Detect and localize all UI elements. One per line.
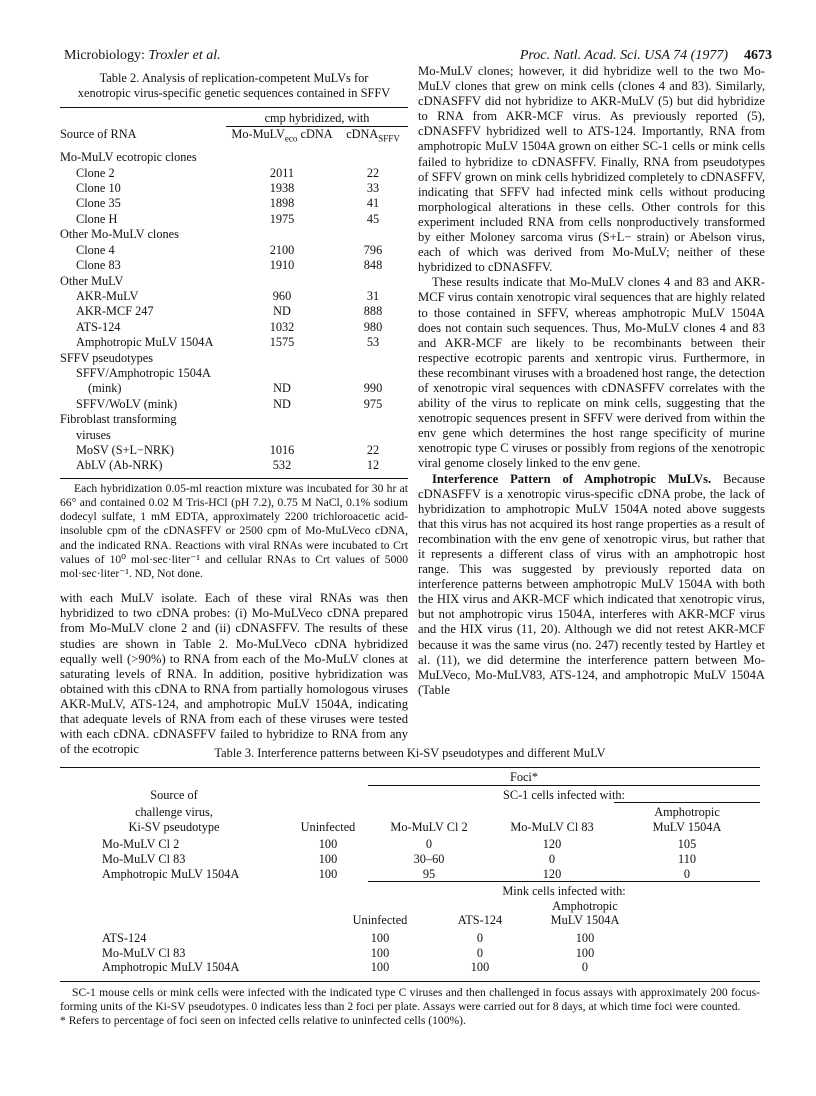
row-label: Mo-MuLV Cl 2 xyxy=(102,837,180,852)
table2-footnote: Each hybridization 0.05-ml reaction mixture was incubated for 30 hr at 66° and contained 0.02 M Tris-HCl (pH 7.2), 0.75 M NaCl, 0.1% sodium dodecyl sulfate, 1 mM EDTA, approximately 2200 trichloroacetic acid-insoluble cpm of the cDNASFFV or 2500 cpm of Mo-MuLVeco cDNA, and the indicated RNA. Reactions with viral RNAs were incubated to Crt values of 10⁰ mol·sec·liter⁻¹ and cellular RNAs to Crt values of 5000 mol·sec·liter⁻¹. ND, Not done. xyxy=(60,478,408,581)
cell-value: 100 xyxy=(318,851,338,866)
table-row xyxy=(60,289,408,304)
table-row xyxy=(60,274,408,289)
table-row xyxy=(60,946,760,961)
mo-value: 1575 xyxy=(269,335,295,350)
sffv-value: 796 xyxy=(363,242,383,257)
mo-value: 2100 xyxy=(269,242,295,257)
table-row xyxy=(60,458,408,473)
table-row xyxy=(60,412,408,427)
row-label: (mink) xyxy=(88,381,122,396)
cell-value: 100 xyxy=(370,930,390,945)
right-para-1: Mo-MuLV clones; however, it did hybridize well to the two Mo-MuLV clones that grew on mink cells (clones 4 and 83). Similarly, cDNASFFV did not hybridize to AKR-MuLV (5) but did hybridize to RNA from AKR-MCF virus. As previously reported (5), cDNASFFV hybridized well to ATS-124. Importantly, RNA from amphotropic MuLV 1504A grown on either SC-1 cells or mink cells failed to hybridize to cDNASFFV. Finally, RNA from pseudotypes of SFFV grown on mink cells hybridized completely to cDNASFFV, indicating that SFFV had infected mink cells without producing morphological alterations in these cells. Other controls for this experiment included RNA from cells nonproductively transformed by either Moloney sarcoma virus (S+L− strain) or Abelson virus, each of which was derived from Mo-MuLV; neither of these hybridized to cDNASFFV. xyxy=(418,64,765,275)
sffv-value: 41 xyxy=(366,196,380,211)
cell-value: 100 xyxy=(470,960,490,975)
mo-value xyxy=(226,274,338,289)
journal-section: Microbiology: xyxy=(64,48,145,63)
cell-value: 120 xyxy=(542,866,562,881)
mo-value: 1910 xyxy=(269,258,295,273)
mo-value xyxy=(226,227,338,242)
table-row xyxy=(60,837,760,852)
row-label: Mo-MuLV Cl 83 xyxy=(102,945,186,960)
sffv-value: 53 xyxy=(366,335,380,350)
journal-citation: Proc. Natl. Acad. Sci. USA 74 (1977) xyxy=(519,48,728,63)
table-row xyxy=(60,320,408,335)
author-names: Troxler et al. xyxy=(148,48,221,63)
cell-value: 95 xyxy=(422,866,436,881)
mo-value: 1016 xyxy=(269,442,295,457)
row-label: Amphotropic MuLV 1504A xyxy=(76,335,214,350)
cell-value: 100 xyxy=(370,945,390,960)
mo-value xyxy=(226,412,338,427)
table3-footnote: SC-1 mouse cells or mink cells were infected with the indicated type C viruses and then challenged in focus assays with approximately 200 focus-forming units of the Ki-SV pseudotypes. 0 indicates less than 2 foci per plate. Assays were carried out for 8 days, at which time foci were counted. * Refers to percentage of foci seen on infected cells relative to uninfected cells (100%). xyxy=(60,981,760,1029)
row-label: Mo-MuLV ecotropic clones xyxy=(60,150,197,165)
mo-value: 1938 xyxy=(269,181,295,196)
row-label: SFFV pseudotypes xyxy=(60,350,154,365)
table2 xyxy=(60,107,408,474)
table-row xyxy=(60,304,408,319)
table-row xyxy=(60,166,408,181)
sffv-value: 888 xyxy=(363,304,383,319)
cell-value: 100 xyxy=(318,837,338,852)
sffv-value: 31 xyxy=(366,288,380,303)
cell-value: 0 xyxy=(683,866,691,881)
left-column xyxy=(60,71,408,757)
table3-caption: Table 3. Interference patterns between Ki-SV pseudotypes and different MuLV xyxy=(214,746,606,760)
table-row xyxy=(60,366,408,381)
table3-sc1-body xyxy=(60,837,760,881)
row-label: Clone H xyxy=(76,211,118,226)
row-label: Clone 10 xyxy=(76,181,121,196)
foci-label: Foci* xyxy=(288,768,760,786)
row-label: Fibroblast transforming xyxy=(60,412,177,427)
table2-col-sffv: cDNA$_{SFFV}$ xyxy=(338,127,408,150)
table-row xyxy=(60,443,408,458)
table-row xyxy=(60,227,408,242)
sffv-value xyxy=(338,274,408,289)
cell-value: 100 xyxy=(575,945,595,960)
row-label: viruses xyxy=(76,427,111,442)
table2-caption: Table 2. Analysis of replication-competent MuLVs for xenotropic virus-specific genetic sequences contained in SFFV xyxy=(77,71,391,100)
table-row xyxy=(60,181,408,196)
row-label: Other MuLV xyxy=(60,273,124,288)
row-label: Clone 4 xyxy=(76,242,115,257)
sffv-value xyxy=(338,227,408,242)
row-label: Other Mo-MuLV clones xyxy=(60,227,179,242)
cell-value: 0 xyxy=(581,960,589,975)
sffv-value: 975 xyxy=(363,396,383,411)
mo-value: 1032 xyxy=(269,319,295,334)
sffv-value: 22 xyxy=(366,442,380,457)
table3: Foci* Source of SC-1 cells infected with: challenge virus, Amphotropic Ki-SV pseudotype Uninfected Mo-MuLV Cl 2 Mo-MuLV Cl 83 MuLV 1504A Mo-MuLV Cl 2 100 0 120 105 Mo-MuLV Cl 83 100 30–60 0 110 Amphotropic MuLV 1504A 100 95 120 0 Mink cells infected with: xyxy=(60,767,760,899)
sffv-value xyxy=(338,428,408,443)
cell-value: 0 xyxy=(425,837,433,852)
table-row xyxy=(60,258,408,273)
mo-value: ND xyxy=(273,396,291,411)
mo-value: 1975 xyxy=(269,211,295,226)
sffv-value: 848 xyxy=(363,258,383,273)
running-header-left xyxy=(64,48,221,64)
row-label: Clone 35 xyxy=(76,196,121,211)
row-label: ATS-124 xyxy=(76,319,121,334)
table-row xyxy=(60,351,408,366)
row-label: SFFV/Amphotropic 1504A xyxy=(76,365,211,380)
table-row xyxy=(60,381,408,396)
table3-block xyxy=(60,746,760,1028)
sffv-value xyxy=(338,150,408,165)
table-row xyxy=(60,196,408,211)
cell-value: 0 xyxy=(476,930,484,945)
cell-value: 105 xyxy=(677,837,697,852)
row-label: Clone 83 xyxy=(76,258,121,273)
table2-col-mo: Mo-MuLV$_{eco}$ cDNA xyxy=(226,127,338,150)
section-heading: Interference Pattern of Amphotropic MuLVs. xyxy=(432,471,712,486)
mo-value: 532 xyxy=(272,458,292,473)
right-para-3: Interference Pattern of Amphotropic MuLVs. Because cDNASFFV is a xenotropic virus-specific cDNA probe, the lack of hybridization to amphotropic MuLV 1504A noted above suggests that this virus has not acquired its host range properties as a result of recombination with the env gene of xenotropic virus, but rather that it represents a different class of virus with an amphotropic host range. This was suggested by previously reported data on interference patterns between amphotropic MuLV 1504A with both the HIX virus and AKR-MCF which indicated that xenotropic virus, but not amphotropic virus 1504A, interferes with AKR-MCF virus and the HIX virus (11, 20). Although we did not retest AKR-MCF because it was the same virus (no. 247) recently tested by Hartley et al. (11), we did determine the interference pattern between Mo-MuLVeco, Mo-MuLV83, ATS-124, and amphotropic MuLV 1504A (Table xyxy=(418,471,765,697)
mo-value: ND xyxy=(273,381,291,396)
row-label: Amphotropic MuLV 1504A xyxy=(102,960,240,975)
cell-value: 0 xyxy=(476,945,484,960)
sc1-spanner: SC-1 cells infected with: xyxy=(368,785,760,803)
cell-value: 120 xyxy=(542,837,562,852)
sffv-value xyxy=(338,351,408,366)
row-label: Mo-MuLV Cl 83 xyxy=(102,851,186,866)
table-row xyxy=(60,150,408,165)
table-row xyxy=(60,931,760,946)
running-header-right xyxy=(520,48,772,64)
row-label: SFFV/WoLV (mink) xyxy=(76,396,178,411)
table-row xyxy=(60,335,408,350)
row-label: AKR-MCF 247 xyxy=(76,304,154,319)
sffv-value: 980 xyxy=(363,319,383,334)
cell-value: 110 xyxy=(678,851,696,866)
table2-body xyxy=(60,150,408,474)
table2-spanner: cmp hybridized, with xyxy=(226,108,408,127)
spacer xyxy=(640,931,760,946)
cell-value: 100 xyxy=(318,867,338,882)
table-row xyxy=(60,243,408,258)
sffv-value: 33 xyxy=(366,181,380,196)
mo-value xyxy=(226,150,338,165)
sffv-value: 45 xyxy=(366,211,380,226)
table-row xyxy=(60,428,408,443)
row-label: Clone 2 xyxy=(76,165,115,180)
table-row xyxy=(60,867,760,882)
mo-value: 2011 xyxy=(269,165,295,180)
table3-mink-body xyxy=(60,931,760,975)
row-label: AbLV (Ab-NRK) xyxy=(76,458,163,473)
mo-value xyxy=(226,351,338,366)
table-row xyxy=(60,397,408,412)
sffv-value xyxy=(338,412,408,427)
table-row xyxy=(60,212,408,227)
sffv-value: 12 xyxy=(366,458,380,473)
mo-value: ND xyxy=(273,304,291,319)
page-number: 4673 xyxy=(744,48,772,63)
mo-value: 960 xyxy=(272,288,292,303)
cell-value: 100 xyxy=(575,930,595,945)
mo-value xyxy=(226,428,338,443)
mink-spanner: Mink cells infected with: xyxy=(368,882,760,899)
table-row xyxy=(60,960,760,975)
right-column xyxy=(418,64,765,698)
sffv-value: 990 xyxy=(363,381,383,396)
mo-value xyxy=(226,366,338,381)
row-label: MoSV (S+L−NRK) xyxy=(76,442,175,457)
cell-value: 100 xyxy=(370,960,390,975)
table-row xyxy=(60,852,760,867)
left-body-text: with each MuLV isolate. Each of these viral RNAs was then hybridized to two cDNA probes: (i) Mo-MuLVeco cDNA prepared from Mo-MuLV clone 2 and (ii) cDNASFFV. The results of these studies are shown in Table 2. Mo-MuLVeco cDNA hybridized equally well (>90%) to RNA from each of the Mo-MuLV clones at saturating levels of RNA. In addition, positive hybridization was obtained with this cDNA to RNA from partially homologous viruses AKR-MuLV, ATS-124, and amphotropic MuLV 1504A, indicating that adequate levels of RNA from each of these viruses were tested with each cDNA. cDNASFFV failed to hybridize to RNA from any of the ecotropic xyxy=(60,591,408,757)
row-label: Amphotropic MuLV 1504A xyxy=(102,867,240,882)
row-label: ATS-124 xyxy=(102,930,147,945)
right-para-2: These results indicate that Mo-MuLV clones 4 and 83 and AKR-MCF virus contain xenotropic viral sequences that are highly related to those contained in SFFV, whereas amphotropic MuLV 1504A does not contain such sequences. Thus, Mo-MuLV clones 4 and 83 and AKR-MCF are likely to be recombinants between their respective ecotropic parents and xentropic virus. Furthermore, in these recombinant viruses with a broadened host range, the detection of xenotropic viral sequences with cDNASFFV correlates with the ability of the virus to replicate on mink cells, suggesting that the xenotropic sequences present in SFFV were derived from within the env gene which determines the host range specificity of murine xenotropic type C viruses or possibly from regions of the xenotropic viral genome closely linked to the env gene. xyxy=(418,275,765,471)
cell-value: 30–60 xyxy=(413,851,445,866)
table3-mink: Amphotropic Uninfected ATS-124 MuLV 1504A ATS-124 100 0 100 Mo-MuLV Cl 83 100 0 100 Amphotropic MuLV 1504A 100 100 0 xyxy=(60,899,760,975)
spacer xyxy=(640,960,760,975)
mo-value: 1898 xyxy=(269,196,295,211)
sffv-value: 22 xyxy=(366,165,380,180)
table2-col-source: Source of RNA xyxy=(60,126,137,141)
sffv-value xyxy=(338,366,408,381)
cell-value: 0 xyxy=(548,851,556,866)
row-label: AKR-MuLV xyxy=(76,288,139,303)
spacer xyxy=(640,946,760,961)
